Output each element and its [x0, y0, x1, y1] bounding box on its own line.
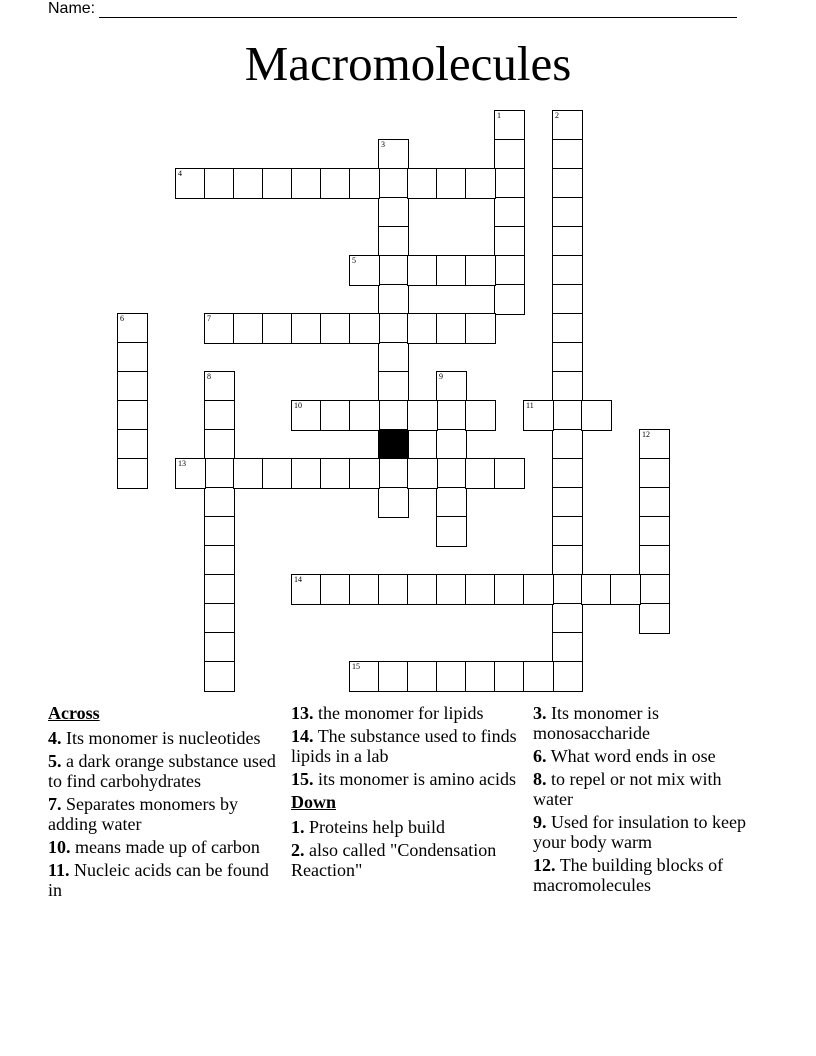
crossword-cell[interactable] [204, 603, 235, 634]
clue-down-12: 12. The building blocks of macromolecules [533, 855, 724, 895]
clue-number: 10 [294, 401, 302, 410]
clue-across-10: 10. means made up of carbon [48, 837, 260, 857]
crossword-cell[interactable] [204, 429, 235, 460]
crossword-cell[interactable] [204, 168, 235, 199]
clue-number: 7 [207, 314, 211, 323]
crossword-cell[interactable] [204, 458, 235, 489]
crossword-cell[interactable] [320, 400, 351, 431]
clue-number: 9 [439, 372, 443, 381]
crossword-cell[interactable] [378, 400, 409, 431]
crossword-cell[interactable] [552, 168, 583, 199]
crossword-cell[interactable] [291, 168, 322, 199]
crossword-cell[interactable] [262, 313, 293, 344]
clue-number: 15 [352, 662, 360, 671]
clue-number: 4 [178, 169, 182, 178]
clue-down-6: 6. What word ends in ose [533, 746, 716, 766]
crossword-cell[interactable] [552, 400, 583, 431]
crossword-cell[interactable] [320, 168, 351, 199]
crossword-cell[interactable] [378, 197, 409, 228]
clue-number: 8 [207, 372, 211, 381]
crossword-cell[interactable] [378, 313, 409, 344]
crossword-cell[interactable] [523, 400, 554, 431]
crossword-cell[interactable] [117, 371, 148, 402]
crossword-cell[interactable] [436, 313, 467, 344]
clue-number: 13 [178, 459, 186, 468]
crossword-cell[interactable] [378, 284, 409, 315]
clue-column-2 [291, 703, 523, 883]
crossword-cell[interactable] [465, 255, 496, 286]
crossword-cell[interactable] [378, 458, 409, 489]
crossword-cell[interactable] [639, 487, 670, 518]
crossword-cell[interactable] [639, 516, 670, 547]
crossword-cell[interactable] [552, 429, 583, 460]
crossword-cell[interactable] [407, 400, 438, 431]
crossword-cell[interactable] [552, 632, 583, 663]
crossword-cell[interactable] [552, 197, 583, 228]
crossword-cell[interactable] [494, 110, 525, 141]
crossword-cell[interactable] [552, 284, 583, 315]
crossword-cell[interactable] [494, 661, 525, 692]
crossword-cell[interactable] [639, 545, 670, 576]
clue-down-8: 8. to repel or not mix with water [533, 769, 722, 809]
clue-across-14: 14. The substance used to finds lipids in a lab [291, 726, 517, 766]
crossword-cell[interactable] [639, 429, 670, 460]
crossword-cell[interactable] [204, 487, 235, 518]
crossword-cell[interactable] [436, 371, 467, 402]
crossword-cell[interactable] [494, 284, 525, 315]
crossword-cell[interactable] [291, 574, 322, 605]
crossword-cell[interactable] [349, 661, 380, 692]
crossword-cell[interactable] [552, 574, 583, 605]
clue-number: 3 [381, 140, 385, 149]
crossword-cell[interactable] [378, 371, 409, 402]
crossword-cell[interactable] [204, 516, 235, 547]
crossword-cell[interactable] [233, 313, 264, 344]
crossword-cell[interactable] [349, 574, 380, 605]
crossword-cell[interactable] [320, 574, 351, 605]
clue-across-4: 4. Its monomer is nucleotides [48, 728, 261, 748]
clue-column-3 [533, 703, 765, 898]
crossword-cell[interactable] [523, 661, 554, 692]
crossword-cell[interactable] [494, 139, 525, 170]
crossword-cell[interactable] [349, 255, 380, 286]
clue-down-3: 3. Its monomer is monosaccharide [533, 703, 659, 743]
crossword-cell[interactable] [117, 313, 148, 344]
crossword-cell[interactable] [320, 313, 351, 344]
clue-number: 14 [294, 575, 302, 584]
crossword-cell[interactable] [349, 458, 380, 489]
crossword-cell[interactable] [291, 458, 322, 489]
crossword-cell[interactable] [175, 458, 206, 489]
crossword-cell[interactable] [494, 255, 525, 286]
crossword-cell[interactable] [639, 458, 670, 489]
crossword-cell[interactable] [204, 661, 235, 692]
crossword-cell[interactable] [436, 458, 467, 489]
crossword-cell[interactable] [552, 139, 583, 170]
crossword-cell[interactable] [407, 313, 438, 344]
crossword-cell[interactable] [465, 168, 496, 199]
crossword-cell[interactable] [378, 342, 409, 373]
crossword-cell[interactable] [465, 458, 496, 489]
crossword-cell[interactable] [349, 168, 380, 199]
crossword-cell[interactable] [552, 516, 583, 547]
clue-number: 5 [352, 256, 356, 265]
crossword-cell[interactable] [378, 487, 409, 518]
crossword-cell[interactable] [552, 255, 583, 286]
crossword-cell[interactable] [378, 168, 409, 199]
crossword-cell[interactable] [204, 632, 235, 663]
crossword-cell[interactable] [639, 574, 670, 605]
crossword-cell[interactable] [262, 168, 293, 199]
name-label: Name: [48, 0, 96, 17]
crossword-cell[interactable] [262, 458, 293, 489]
crossword-cell[interactable] [378, 226, 409, 257]
clue-number: 11 [526, 401, 534, 410]
crossword-cell[interactable] [494, 197, 525, 228]
crossword-cell[interactable] [465, 400, 496, 431]
clue-down-9: 9. Used for insulation to keep your body warm [533, 812, 746, 852]
clue-down-1: 1. Proteins help build [291, 817, 445, 837]
crossword-cell[interactable] [117, 429, 148, 460]
clue-across-5: 5. a dark orange substance used to find carbohydrates [48, 751, 276, 791]
crossword-cell[interactable] [494, 574, 525, 605]
crossword-cell[interactable] [407, 168, 438, 199]
crossword-cell[interactable] [552, 603, 583, 634]
crossword-cell[interactable] [291, 400, 322, 431]
crossword-cell[interactable] [175, 168, 206, 199]
crossword-cell[interactable] [494, 168, 525, 199]
crossword-cell[interactable] [407, 255, 438, 286]
crossword-cell[interactable] [436, 516, 467, 547]
crossword-cell[interactable] [465, 313, 496, 344]
crossword-cell[interactable] [436, 255, 467, 286]
page-title: Macromolecules [244, 36, 572, 91]
crossword-cell[interactable] [378, 661, 409, 692]
clue-across-15: 15. its monomer is amino acids [291, 769, 516, 789]
crossword-cell[interactable] [552, 342, 583, 373]
crossword-cell[interactable] [204, 313, 235, 344]
crossword-cell[interactable] [320, 458, 351, 489]
clue-across-7: 7. Separates monomers by adding water [48, 794, 238, 834]
crossword-cell[interactable] [378, 139, 409, 170]
crossword-cell[interactable] [436, 661, 467, 692]
crossword-cell[interactable] [378, 574, 409, 605]
crossword-cell[interactable] [349, 313, 380, 344]
crossword-cell[interactable] [552, 661, 583, 692]
crossword-cell[interactable] [117, 342, 148, 373]
crossword-cell[interactable] [436, 429, 467, 460]
crossword-cell[interactable] [233, 458, 264, 489]
crossword-cell[interactable] [639, 603, 670, 634]
crossword-cell[interactable] [436, 168, 467, 199]
crossword-cell[interactable] [552, 110, 583, 141]
crossword-cell[interactable] [117, 400, 148, 431]
crossword-cell[interactable] [494, 458, 525, 489]
crossword-cell[interactable] [552, 545, 583, 576]
crossword-cell[interactable] [552, 458, 583, 489]
clue-down-2: 2. also called "Condensation Reaction" [291, 840, 497, 880]
crossword-cell[interactable] [494, 226, 525, 257]
crossword-cell[interactable] [436, 487, 467, 518]
crossword-cell[interactable] [465, 661, 496, 692]
clue-number: 6 [120, 314, 124, 323]
clue-number: 2 [555, 111, 559, 120]
crossword-cell[interactable] [233, 168, 264, 199]
crossword-cell[interactable] [552, 226, 583, 257]
down-header: Down [291, 792, 337, 812]
crossword-cell[interactable] [407, 661, 438, 692]
crossword-cell[interactable] [204, 574, 235, 605]
clue-column-1 [48, 703, 280, 903]
clue-number: 1 [497, 111, 501, 120]
crossword-cell[interactable] [204, 371, 235, 402]
crossword-cell[interactable] [407, 574, 438, 605]
clue-across-13: 13. the monomer for lipids [291, 703, 484, 723]
crossword-cell[interactable] [349, 400, 380, 431]
crossword-cell[interactable] [552, 313, 583, 344]
crossword-cell[interactable] [204, 545, 235, 576]
crossword-cell[interactable] [552, 487, 583, 518]
crossword-cell[interactable] [581, 574, 612, 605]
black-square [378, 429, 409, 460]
crossword-cell[interactable] [465, 574, 496, 605]
crossword-cell[interactable] [407, 458, 438, 489]
crossword-cell[interactable] [436, 400, 467, 431]
crossword-cell[interactable] [552, 371, 583, 402]
crossword-cell[interactable] [117, 458, 148, 489]
crossword-cell[interactable] [581, 400, 612, 431]
across-header: Across [48, 703, 100, 723]
crossword-cell[interactable] [291, 313, 322, 344]
clue-across-11: 11. Nucleic acids can be found in [48, 860, 269, 900]
crossword-cell[interactable] [378, 255, 409, 286]
crossword-cell[interactable] [436, 574, 467, 605]
crossword-cell[interactable] [610, 574, 641, 605]
clue-number: 12 [642, 430, 650, 439]
crossword-cell[interactable] [204, 400, 235, 431]
crossword-cell[interactable] [523, 574, 554, 605]
